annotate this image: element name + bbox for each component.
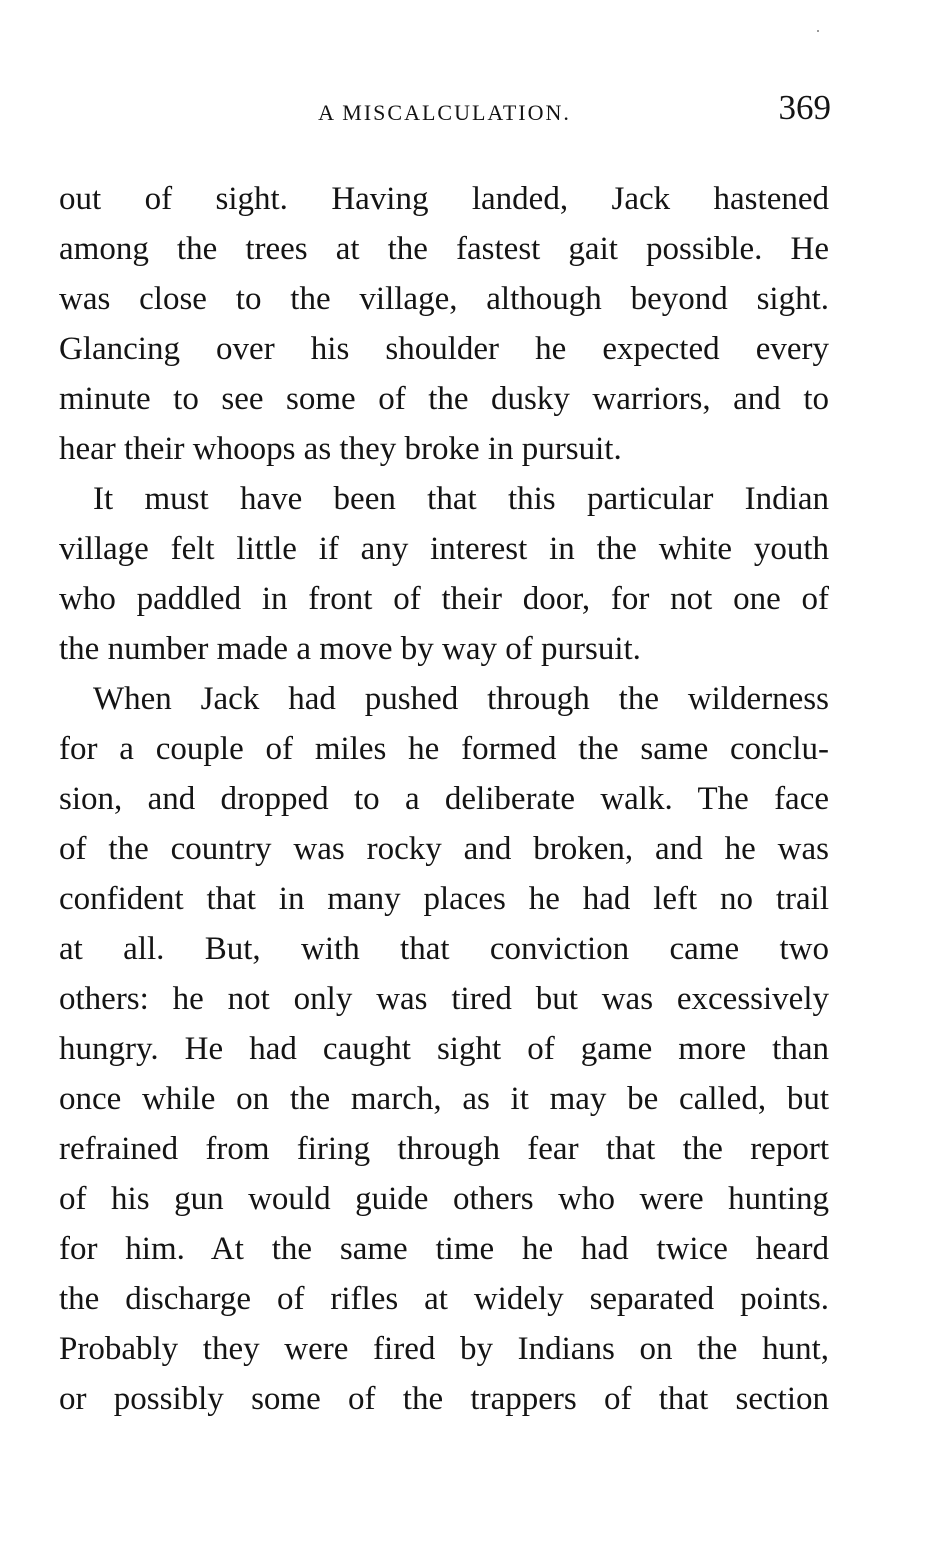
text-line: Glancing over his shoulder he expected every [59, 331, 829, 367]
text-line: confident that in many places he had left no trail [59, 881, 829, 917]
text-line: who paddled in front of their door, for not one of [59, 581, 829, 617]
page-number: 369 [778, 88, 831, 127]
text-line: others: he not only was tired but was excessively [59, 981, 829, 1017]
text-line: sion, and dropped to a deliberate walk. The face [59, 781, 829, 817]
paragraph-2 [59, 474, 829, 674]
scan-speck [817, 30, 819, 32]
text-line: of his gun would guide others who were hunting [59, 1181, 829, 1217]
text-line: among the trees at the fastest gait possible. He [59, 231, 829, 267]
text-line: village felt little if any interest in the white youth [59, 531, 829, 567]
text-line: at all. But, with that conviction came two [59, 931, 829, 967]
text-line: once while on the march, as it may be called, but [59, 1081, 829, 1117]
text-line: minute to see some of the dusky warriors, and to [59, 381, 829, 417]
text-line: was close to the village, although beyond sight. [59, 281, 829, 317]
text-line: When Jack had pushed through the wilderness [93, 681, 829, 717]
text-line: for him. At the same time he had twice heard [59, 1231, 829, 1267]
text-line: Probably they were fired by Indians on the hunt, [59, 1331, 829, 1367]
text-line: the number made a move by way of pursuit. [59, 631, 641, 667]
text-line: hear their whoops as they broke in pursuit. [59, 431, 622, 467]
text-line: or possibly some of the trappers of that section [59, 1381, 829, 1417]
paragraph-1 [59, 174, 829, 474]
text-line: for a couple of miles he formed the same conclu- [59, 731, 829, 767]
text-line: of the country was rocky and broken, and he was [59, 831, 829, 867]
paragraph-3 [59, 674, 829, 1424]
body-text [59, 174, 829, 1424]
text-line: the discharge of rifles at widely separated points. [59, 1281, 829, 1317]
text-line: hungry. He had caught sight of game more than [59, 1031, 829, 1067]
text-line: It must have been that this particular Indian [93, 481, 829, 517]
running-title: A MISCALCULATION. [318, 100, 571, 125]
text-line: out of sight. Having landed, Jack hastened [59, 181, 829, 217]
text-line: refrained from firing through fear that the report [59, 1131, 829, 1167]
